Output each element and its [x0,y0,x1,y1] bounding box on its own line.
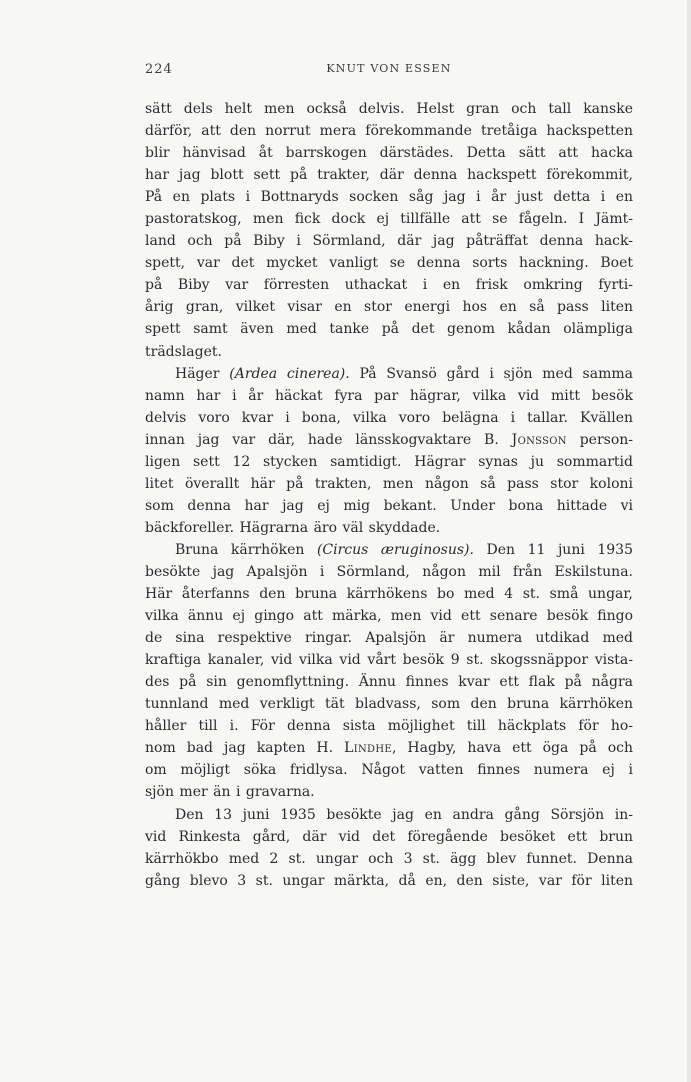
person-name: Lindhe [344,740,392,757]
text-line: pastoratskog, men fick dock ej tillfälle att se fågeln. I Jämt- [145,211,633,228]
line-text: , Hagby, hava ett öga på och [391,740,633,757]
text-line: vilka ännu ej gingo att märka, men vid ett senare besök fingo [145,608,633,625]
text-line: bäckforeller. Hägrarna äro väl skyddade. [145,519,441,536]
text-line [145,737,633,759]
text-line: håller till i. För denna sista möjlighet till häckplats för ho- [145,718,633,735]
line-text: innan jag var där, hade länsskogvaktare B. [145,431,512,448]
text-line: besökte jag Apalsjön i Sörmland, någon mil från Eskilstuna. [145,563,633,580]
text-line-section-start [145,363,633,385]
text-line: sätt dels helt men också delvis. Helst gran och tall kanske [145,101,633,117]
running-head [145,62,633,86]
line-text: Bruna kärrhöken [175,541,317,558]
text-line [145,429,633,451]
text-line: om möjligt söka fridlysa. Något vatten finnes numera ej i [145,762,633,779]
text-line: de sina respektive ringar. Apalsjön är numera utdikad med [145,630,633,647]
text-line: kärrhökbo med 2 st. ungar och 3 st. ägg blev funnet. Denna [145,850,633,867]
text-line: litet överallt här på trakten, men någon så pass stor koloni [145,475,633,492]
text-line: Här återfanns den bruna kärrhökens bo med 4 st. små ungar, [145,586,633,603]
person-name: Jonsson [511,431,567,448]
text-line: delvis voro kvar i bona, vilka voro belägna i tallar. Kvällen [145,409,633,426]
text-line: kraftiga kanaler, vid vilka vid vårt besök 9 st. skogssnäppor vista- [145,652,633,669]
text-line: tunnland med verkligt tät bladvass, som den bruna kärrhöken [145,696,633,713]
text-line: på Biby var förresten uthackat i en frisk omkring fyrti- [145,277,633,294]
latin-name: (Ardea cinerea). [229,365,350,382]
line-text: På Svansö gård i sjön med samma [349,365,633,382]
text-line: trädslaget. [145,343,222,360]
text-line: årig gran, vilket visar en stor energi hos en så pass liten [145,299,633,316]
text-line: sjön mer än i gravarna. [145,784,315,801]
text-line: vid Rinkesta gård, där vid det föregående besöket ett brun [145,828,633,845]
text-line: ligen sett 12 stycken samtidigt. Hägrar synas ju sommartid [145,453,633,470]
body-text [145,98,633,892]
page-edge [687,0,691,1082]
text-line: På en plats i Bottnaryds socken såg jag i år just detta i en [145,189,633,206]
text-line-section-start [145,539,633,561]
latin-name: (Circus æruginosus). [316,541,474,558]
line-text: Den 11 juni 1935 [473,541,633,558]
text-line: gång blevo 3 st. ungar märkta, då en, den siste, var för liten [145,872,633,889]
text-line: spett, var det mycket vanligt se denna sorts hackning. Boet [145,255,633,272]
text-line: därför, att den norrut mera förekommande tretåiga hackspetten [145,123,633,140]
running-title: KNUT VON ESSEN [326,62,452,75]
line-text: Häger [175,365,230,382]
text-line: blir hänvisad åt barrskogen därstädes. Detta sätt att hacka [145,145,633,162]
text-line: land och på Biby i Sörmland, där jag påträffat denna hack- [145,233,633,250]
line-text: person- [566,431,633,448]
text-line: som denna har jag ej mig bekant. Under bona hittade vi [145,497,633,514]
text-line: namn har i år häckat fyra par hägrar, vilka vid mitt besök [145,387,633,404]
page-number: 224 [145,62,173,77]
line-text: nom bad jag kapten H. [145,740,345,757]
text-line-section-start: Den 13 juni 1935 besökte jag en andra gång Sörsjön in- [175,806,633,823]
text-line: des på sin genomflyttning. Ännu finnes kvar ett flak på några [145,674,633,691]
text-line: har jag blott sett på trakter, där denna hackspett förekommit, [145,167,633,184]
text-line: spett samt även med tanke på det genom kådan olämpliga [145,321,633,338]
